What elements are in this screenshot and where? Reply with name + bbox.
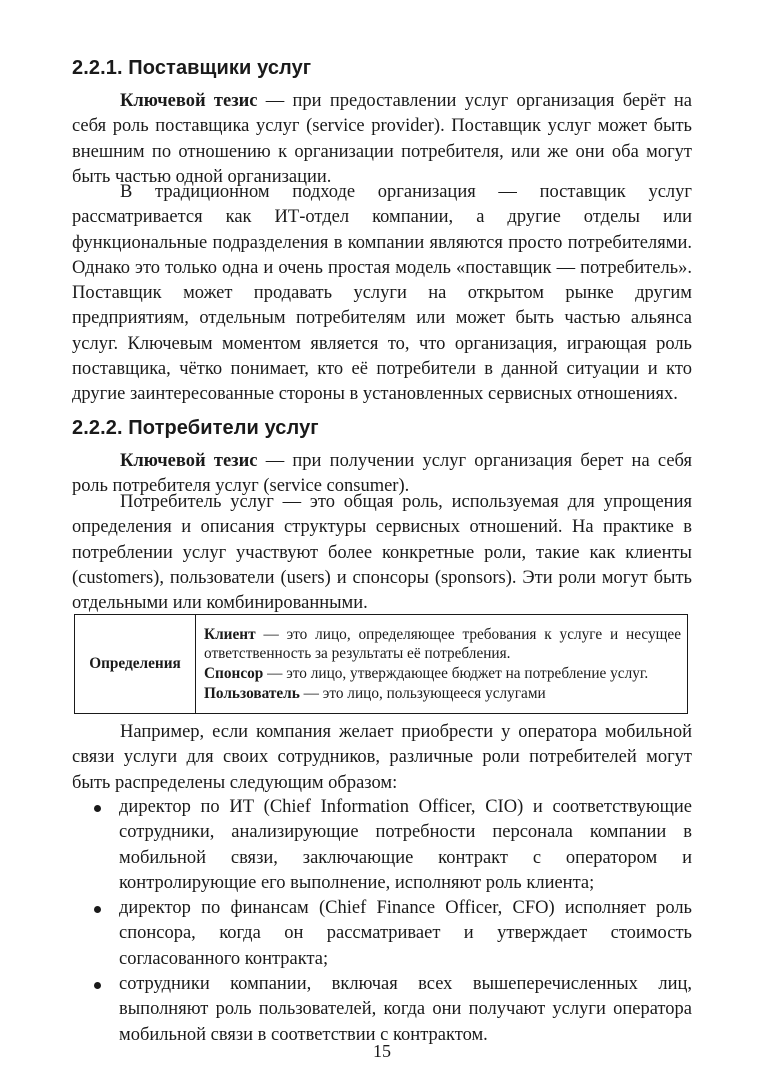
bullet-icon bbox=[94, 982, 101, 989]
definition-text: — это лицо, пользующееся услугами bbox=[299, 684, 546, 702]
thesis-label: Ключевой тезис bbox=[120, 451, 258, 471]
thesis-text: — при предоставлении услуг организация берёт на себя роль поставщика услуг (service provider). Поставщик услуг может быть внешним по отношению к организации потребителя, или же они оба могут быть частью одной организации. bbox=[72, 91, 692, 187]
list-item-text: директор по ИТ (Chief Information Officer, CIO) и соответствующие сотрудники, анализирующие потребности персонала компании в мобильной связи, заключающие контракт с оператором и контролирующие его выполнение, исполняют роль клиента; bbox=[119, 797, 692, 893]
definition-label: Клиент bbox=[204, 625, 256, 643]
example-paragraph: Например, если компания желает приобрести у оператора мобильной связи услуги для своих сотрудников, различные роли потребителей могут быть распределены следующим образом: bbox=[72, 722, 692, 793]
definition-text: — это лицо, утверждающее бюджет на потребление услуг. bbox=[263, 665, 649, 682]
section-heading-consumers: 2.2.2. Потребители услуг bbox=[72, 417, 319, 439]
definition-client bbox=[204, 625, 681, 664]
list-item bbox=[72, 795, 692, 896]
list-item-text: сотрудники компании, включая всех вышеперечисленных лиц, выполняют роль пользователей, когда они получают услуги оператора мобильной связи в соответствии с контрактом. bbox=[119, 974, 692, 1045]
definitions-list bbox=[196, 615, 688, 714]
bullet-icon bbox=[94, 906, 101, 913]
list-item-text: директор по финансам (Chief Finance Officer, CFO) исполняет роль спонсора, когда он рассматривает и утверждает стоимость согласованного контракта; bbox=[119, 898, 692, 969]
definitions-table bbox=[74, 614, 688, 714]
key-thesis-providers bbox=[72, 89, 692, 190]
roles-list bbox=[72, 795, 692, 1048]
definition-sponsor bbox=[204, 664, 681, 684]
thesis-label: Ключевой тезис bbox=[120, 91, 258, 111]
paragraph-providers: В традиционном подходе организация — поставщик услуг рассматривается как ИТ-отдел компании, а другие отделы или функциональные подразделения в компании являются просто потребителями. Однако это только одна и очень простая модель «поставщик — потребитель». Поставщик может продавать услуги на открытом рынке другим предприятиям, отдельным потребителям или может быть частью альянса услуг. Ключевым моментом является то, что организация, играющая роль поставщика, чётко понимает, кто её потребители в данной ситуации и кто другие заинтересованные стороны в установленных сервисных отношениях. bbox=[72, 182, 692, 405]
definition-user bbox=[204, 684, 681, 704]
definitions-term: Определения bbox=[75, 615, 196, 714]
definition-text: — это лицо, определяющее требования к услуге и несущее ответственность за результаты её потребления. bbox=[204, 625, 681, 663]
bullet-icon bbox=[94, 805, 101, 812]
definition-label: Пользователь bbox=[204, 684, 300, 702]
list-item bbox=[72, 972, 692, 1048]
thesis-text: — при получении услуг организация берет на себя роль потребителя услуг (service consumer). bbox=[72, 451, 692, 497]
page-number: 15 bbox=[373, 1041, 391, 1061]
definition-label: Спонсор bbox=[204, 665, 264, 682]
section-heading-providers: 2.2.1. Поставщики услуг bbox=[72, 57, 312, 79]
list-item bbox=[72, 896, 692, 972]
paragraph-consumers: Потребитель услуг — это общая роль, используемая для упрощения определения и описания структуры сервисных отношений. На практике в потреблении услуг участвуют более конкретные роли, такие как клиенты (customers), пользователи (users) и спонсоры (sponsors). Эти роли могут быть отдельными или комбинированными. bbox=[72, 492, 692, 614]
